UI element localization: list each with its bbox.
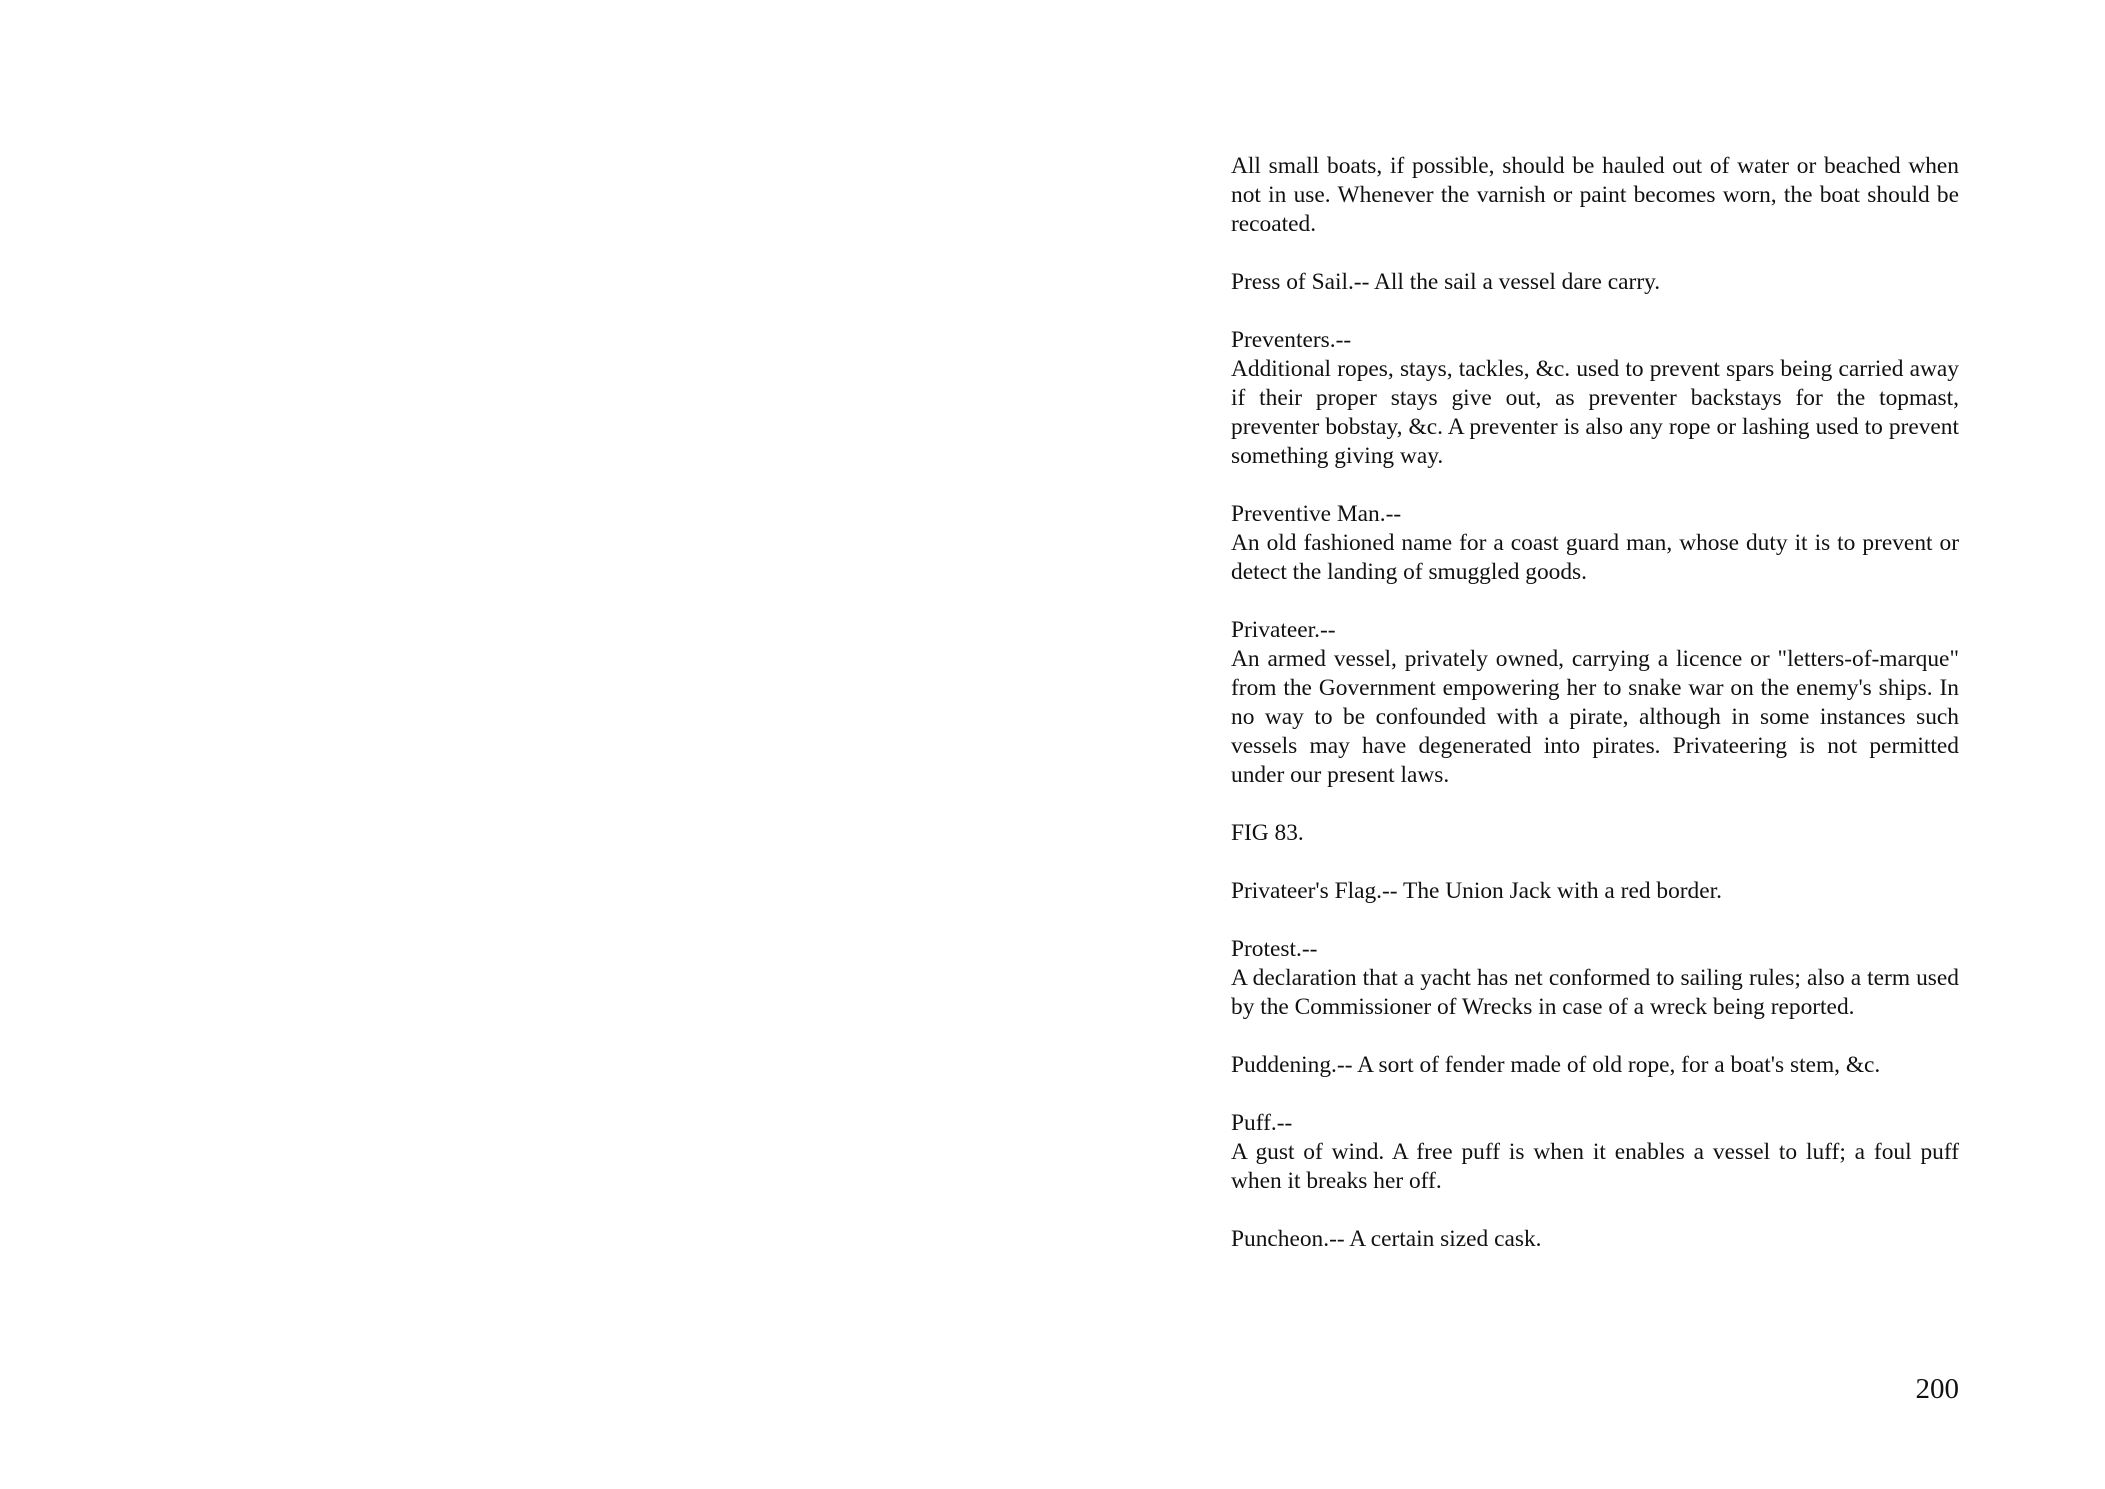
entry-term: Puff.-- (1231, 1110, 1293, 1136)
entry-puncheon (1231, 1225, 1959, 1254)
figure-label: FIG 83. (1231, 820, 1304, 846)
entry-puff (1231, 1109, 1959, 1196)
entry-preventive-man (1231, 500, 1959, 587)
entry-definition: Additional ropes, stays, tackles, &c. used to prevent spars being carried away if their proper stays give out, as preventer backstays for the topmast, preventer bobstay, &c. A preventer is also any rope or lashing used to prevent something giving way. (1231, 356, 1959, 469)
page-number: 200 (1915, 1373, 1959, 1405)
entry-definition: A gust of wind. A free puff is when it enables a vessel to luff; a foul puff when it breaks her off. (1231, 1139, 1959, 1194)
entry-press-of-sail (1231, 268, 1959, 297)
entry-definition: The Union Jack with a red border. (1403, 878, 1722, 904)
entry-term: Press of Sail.-- (1231, 269, 1370, 295)
entry-privateer (1231, 616, 1959, 790)
entry-definition: A certain sized cask. (1349, 1226, 1542, 1252)
entry-definition: All the sail a vessel dare carry. (1373, 269, 1661, 295)
intro-paragraph: All small boats, if possible, should be hauled out of water or beached when not in use. Whenever the varnish or paint becomes worn, the boat should be recoated. (1231, 153, 1959, 237)
entry-term: Preventive Man.-- (1231, 501, 1402, 527)
page-text (1231, 152, 1959, 1254)
entry-preventers (1231, 326, 1959, 471)
entry-term: Privateer.-- (1231, 617, 1336, 643)
entry-definition: A sort of fender made of old rope, for a boat's stem, &c. (1357, 1052, 1881, 1078)
entry-term: Preventers.-- (1231, 327, 1352, 353)
entry-definition: A declaration that a yacht has net conformed to sailing rules; also a term used by the Commissioner of Wrecks in case of a wreck being reported. (1231, 965, 1959, 1020)
entry-term: Puddening.-- (1231, 1052, 1353, 1078)
entry-term: Protest.-- (1231, 936, 1318, 962)
entry-puddening (1231, 1051, 1959, 1080)
entry-protest (1231, 935, 1959, 1022)
entry-term: Privateer's Flag.-- (1231, 878, 1398, 904)
entry-definition: An old fashioned name for a coast guard man, whose duty it is to prevent or detect the landing of smuggled goods. (1231, 530, 1959, 585)
entry-definition: An armed vessel, privately owned, carrying a licence or "letters-of-marque" from the Government empowering her to snake war on the enemy's ships. In no way to be confounded with a pirate, although in some instances such vessels may have degenerated into pirates. Privateering is not permitted under our present laws. (1231, 646, 1959, 788)
figure-reference (1231, 819, 1959, 848)
entry-term: Puncheon.-- (1231, 1226, 1345, 1252)
entry-privateers-flag (1231, 877, 1959, 906)
